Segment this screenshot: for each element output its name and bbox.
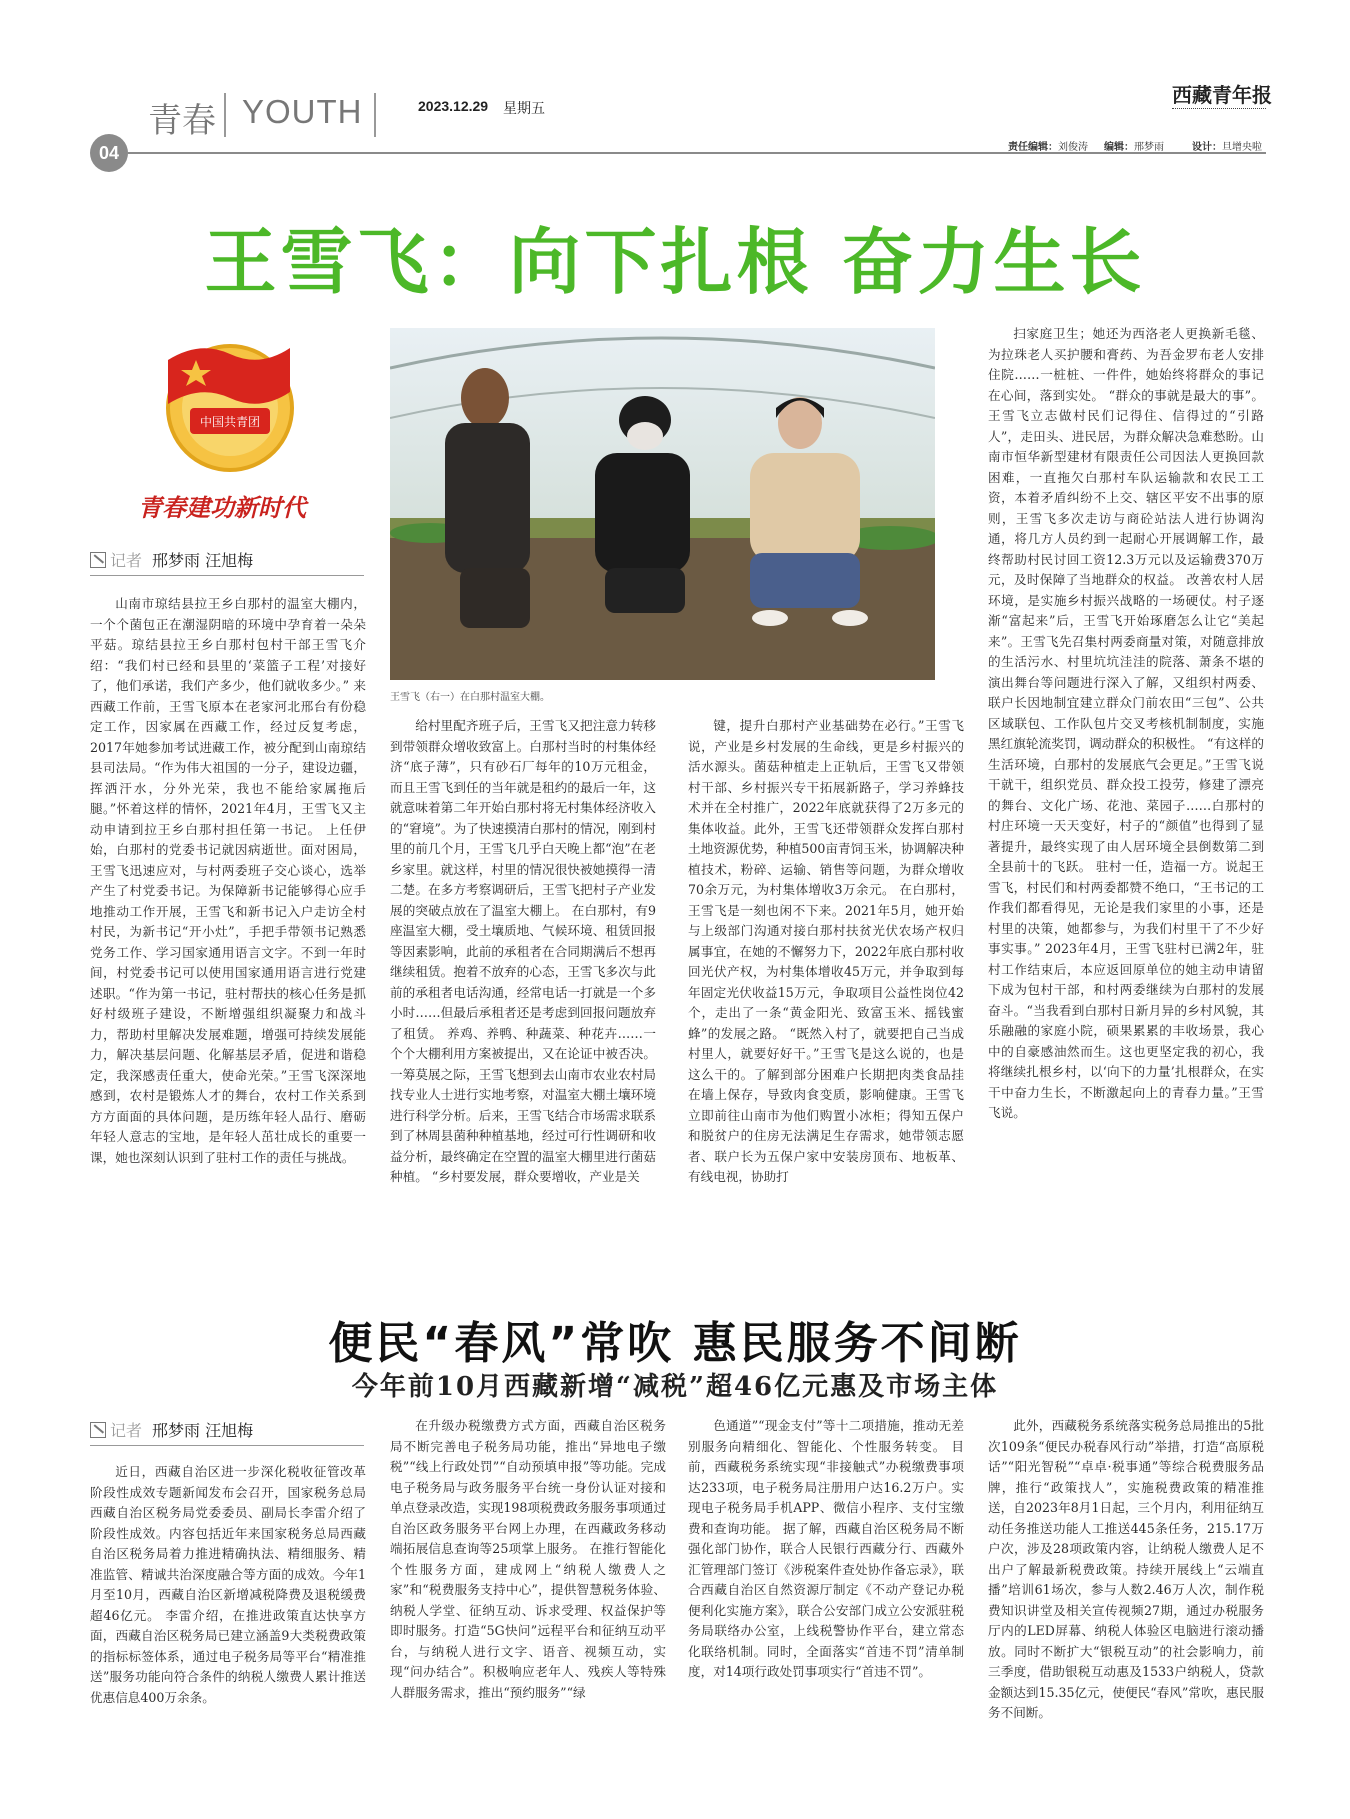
article2-subheadline: 今年前10月西藏新增“减税”超46亿元惠及市场主体 <box>351 1372 999 1402</box>
byline-rule <box>90 575 364 576</box>
article2-column-1: 近日，西藏自治区进一步深化税收征管改革阶段性成效专题新闻发布会召开，国家税务总局西藏自治区税务局党委委员、副局长李雷介绍了阶段性成效。内容包括近年来国家税务总局西藏自治区税务局着力推进精确执法、精细服务、精准监管、精诚共治深度融合等方面的成效。今年1月至10月，西藏自治区新增减税降费及退税缓费超46亿元。 李雷介绍，在推进政策直达快享方面，西藏自治区税务局已建立涵盖9大类税费政策的指标标签体系，通过电子税务局等平台“精准推送”服务功能向符合条件的纳税人缴费人累计推送优惠信息400万余条。 <box>90 1464 366 1705</box>
article1-headline: 王雪飞：向下扎根 奋力生长 <box>204 220 1146 304</box>
header-rule <box>128 152 1266 154</box>
masthead: 西藏青年报 <box>1172 83 1272 107</box>
section-divider <box>374 93 376 137</box>
section-title-en: YOUTH <box>242 93 363 130</box>
article1-column-2: 给村里配齐班子后，王雪飞又把注意力转移到带领群众增收致富上。白那村当时的村集体经济“底子薄”，只有砂石厂每年的10万元租金，而且王雪飞到任的当年就是租约的最后一年，这就意味着第二年开始白那村将无村集体经济收入的“窘境”。为了快速摸清白那村的情况，刚到村里的前几个月，王雪飞几乎白天晚上都“泡”在老乡家里。就这样，村里的情况很快被她摸得一清二楚。在多方考察调研后，王雪飞把村子产业发展的突破点放在了温室大棚上。 在白那村，有9座温室大棚，受土壤质地、气候环境、租赁回报等因素影响，此前的承租者在合同期满后不想再继续租赁。抱着不放弃的心态，王雪飞多次与此前的承租者电话沟通，经常电话一打就是一个多小时……但最后承租者还是考虑到回报问题放弃了租赁。 养鸡、养鸭、种蔬菜、种花卉……一个个大棚利用方案被提出，又在论证中被否决。一筹莫展之际，王雪飞想到去山南市农业农村局找专业人士进行实地考察，对温室大棚土壤环境进行科学分析。后来，王雪飞结合市场需求联系到了林周县菌种种植基地，经过可行性调研和收益分析，最终确定在空置的温室大棚里进行菌菇种植。 “乡村要发展，群众要增收，产业是关 <box>390 718 656 1184</box>
masthead-tibetan-script <box>1172 102 1266 109</box>
editor2-credit: 编辑：邢梦雨 <box>1104 142 1164 153</box>
pencil-icon <box>90 1422 106 1438</box>
article2-column-4: 此外，西藏税务系统落实税务总局推出的5批次109条“便民办税春风行动”举措，打造“高原税话”“阳光智税”“卓卓·税事通”等综合税费服务品牌，推行“政策找人”，实施税费政策的精准推送，自2023年8月1日起，三个月内，利用征纳互动任务推送功能人工推送445条任务，215.17万户次，涉及28项政策内容，让纳税人缴费人足不出户了解最新税费政策。持续开展线上“云端直播”培训61场次，参与人数2.46万人次，制作税费知识讲堂及相关宣传视频27期，通过办税服务厅内的LED屏幕、纳税人体验区电脑进行滚动播放。同时不断扩大“银税互动”的社会影响力，前三季度，借助银税互动惠及1533户纳税人，贷款金额达到15.35亿元，使便民“春风”常吹，惠民服务不间断。 <box>988 1418 1264 1720</box>
article2-column-2: 在升级办税缴费方式方面，西藏自治区税务局不断完善电子税务局功能，推出“异地电子缴税”“线上行政处罚”“自动预填申报”等功能。完成电子税务局与政务服务平台统一身份认证对接和单点登录改造，实现198项税费政务服务事项通过自治区政务服务平台网上办理，在西藏政务移动端拓展信息查询等25项掌上服务。 在推行智能化个性服务方面，建成网上“纳税人缴费人之家”和“税费服务支持中心”，提供智慧税务体验、纳税人学堂、征纳互动、诉求受理、权益保护等即时服务。打造“5G快问”远程平台和征纳互动平台，与纳税人进行文字、语音、视频互动，实现“问办结合”。积极响应老年人、残疾人等特殊人群服务需求，推出“预约服务”“绿 <box>390 1418 666 1700</box>
editor-credit: 责任编辑：刘俊涛 <box>1008 142 1088 153</box>
pencil-icon <box>90 552 106 568</box>
article2-column-3: 色通道”“现金支付”等十二项措施，推动无差别服务向精细化、智能化、个性服务转变。 目前，西藏税务系统实现“非接触式”办税缴费事项达233项，电子税务局注册用户达16.2万户。实现电子税务局手机APP、微信小程序、支付宝缴费和查询功能。 据了解，西藏自治区税务局不断强化部门协作，联合人民银行西藏分行、西藏外汇管理部门签订《涉税案件查处协作备忘录》，联合西藏自治区自然资源厅制定《不动产登记办税便利化实施方案》，联合公安部门成立公安派驻税务局联络办公室，上线税警协作平台，建立常态化联络机制。同时，全面落实“首违不罚”清单制度，对14项行政处罚事项实行“首违不罚”。 <box>688 1418 964 1679</box>
article2-byline: 记者 邢梦雨 汪旭梅 <box>90 1418 253 1441</box>
svg-text:中国共青团: 中国共青团 <box>199 415 261 429</box>
article1-column-4: 扫家庭卫生；她还为西洛老人更换新毛毯、为拉珠老人买护腰和膏药、为吾金罗布老人安排住院……一桩桩、一件件，她始终将群众的事记在心间，落到实处。 “群众的事就是最大的事”。王雪飞立志做村民们记得住、信得过的“引路人”，走田头、进民居，为群众解决急难愁盼。山南市恒华新型建材有限责任公司因法人更换回款困难，一直拖欠白那村车队运输款和农民工工资，本着矛盾纠纷不上交、辖区平安不出事的原则，王雪飞多次走访与商砼站法人进行协调沟通，将几方人员约到一起耐心开展调解工作，最终帮助村民讨回工资12.3万元以及运输费370万元，及时保障了当地群众的权益。 改善农村人居环境，是实施乡村振兴战略的一场硬仗。村子逐渐“富起来”后，王雪飞开始琢磨怎么让它“美起来”。王雪飞先召集村两委商量对策，对随意排放的生活污水、村里坑坑洼洼的院落、萧条不堪的演出舞台等问题进行深入了解，又组织村两委、联户长因地制宜建立群众门前农田“三包”、公共区域联包、工作队包片交叉考核机制制度，实施黑红旗轮流奖罚，调动群众的积极性。 “有这样的生活环境，白那村的发展底气会更足。”王雪飞说干就干，组织党员、群众投工投劳，修建了漂亮的舞台、文化广场、花池、菜园子……白那村的村庄环境一天天变好，村子的“颜值”也得到了显著提升，最终实现了由人居环境全县倒数第二到全县前十的飞跃。 驻村一任，造福一方。说起王雪飞，村民们和村两委都赞不绝口，“王书记的工作我们都看得见，无论是我们家里的小事，还是村里的决策，她都参与，为我们村里干了不少好事实事。” 2023年4月，王雪飞驻村已满2年，驻村工作结束后，本应返回原单位的她主动申请留下成为包村干部，和村两委继续为白那村的发展奋斗。“当我看到白那村日新月异的乡村风貌，其乐融融的家庭小院，硕果累累的丰收场景，我心中的自豪感油然而生。这也更坚定我的初心，我将继续扎根乡村，以‘向下的力量’扎根群众，在实干中奋力生长，不断激起向上的青春力量。”王雪飞说。 <box>988 326 1264 1120</box>
design-credit: 设计：旦增央啦 <box>1192 142 1262 153</box>
byline-rule <box>90 1445 364 1446</box>
issue-weekday: 星期五 <box>503 101 545 117</box>
photo-caption: 王雪飞（右一）在白那村温室大棚。 <box>390 692 550 703</box>
issue-date: 2023.12.29 <box>418 98 489 114</box>
campaign-slogan: 青春建功新时代 <box>138 493 306 522</box>
article1-column-3: 键，提升白那村产业基础势在必行。”王雪飞说，产业是乡村发展的生命线，更是乡村振兴的活水源头。菌菇种植走上正轨后，王雪飞又带领村干部、乡村振兴专干拓展新路子，学习养蜂技术并在全村推广，2022年底就获得了2万多元的集体收益。此外，王雪飞还带领群众发挥白那村土地资源优势，种植500亩青饲玉米，协调解决种植技术，粉碎、运输、销售等问题，为群众增收70余万元，为村集体增收3万余元。 在白那村，王雪飞是一刻也闲不下来。2021年5月，她开始与上级部门沟通对接白那村扶贫光伏农场产权归属事宜，在她的不懈努力下，2022年底白那村收回光伏产权，为村集体增收45万元，并争取到每年固定光伏收益15万元，争取项目公益性岗位42个，走出了一条“黄金阳光、致富玉米、摇钱蜜蜂”的发展之路。 “既然入村了，就要把自己当成村里人，就要好好干。”王雪飞是这么说的，也是这么干的。了解到部分困难户长期把肉类食品挂在墙上保存，导致肉食变质，影响健康。王雪飞立即前往山南市为他们购置小冰柜；得知五保户和脱贫户的住房无法满足生存需求，她带领志愿者、联户长为五保户家中安装房顶布、地板革、有线电视，协助打 <box>688 718 964 1184</box>
article1-photo <box>390 328 935 680</box>
article2-headline: 便民“春风”常吹 惠民服务不间断 <box>328 1318 1022 1369</box>
section-title-zh: 青春 <box>148 101 216 141</box>
article1-byline: 记者 邢梦雨 汪旭梅 <box>90 548 253 571</box>
page-number: 04 <box>90 134 128 172</box>
youth-league-emblem <box>150 330 310 484</box>
section-divider <box>224 93 226 137</box>
article1-column-1: 山南市琼结县拉王乡白那村的温室大棚内，一个个菌包正在潮湿阴暗的环境中孕育着一朵朵平菇。琼结县拉王乡白那村包村干部王雪飞介绍：“我们村已经和县里的‘菜篮子工程’对接好了，他们承诺，我们产多少，他们就收多少。” 来西藏工作前，王雪飞原本在老家河北邢台有份稳定工作，因家属在西藏工作，经过反复考虑，2017年她参加考试进藏工作，被分配到山南琼结县司法局。“作为伟大祖国的一分子，建设边疆，挥洒汗水，分外光荣，我也不能给家属拖后腿。”怀着这样的情怀，2021年4月，王雪飞又主动申请到拉王乡白那村担任第一书记。 上任伊始，白那村的党委书记就因病逝世。面对困局，王雪飞迅速应对，与村两委班子交心谈心，选举产生了村党委书记。为保障新书记能够得心应手地推动工作开展，王雪飞和新书记入户走访全村村民，为新书记“开小灶”，手把手带领书记熟悉党务工作、学习国家通用语言文字。不到一年时间，村党委书记可以使用国家通用语言进行党建述职。“作为第一书记，驻村帮扶的核心任务是抓好村级班子建设，不断增强组织凝聚力和战斗力，帮助村里解决发展难题，增强可持续发展能力，解决基层问题、化解基层矛盾，促进和谐稳定，我深感责任重大，使命光荣。”王雪飞深深地感到，农村是锻炼人才的舞台，农村工作关系到方方面面的具体问题，是历练年轻人品行、磨砺年轻人意志的宝地，是年轻人茁壮成长的重要一课，她也深刻认识到了驻村工作的责任与挑战。 <box>90 596 366 1165</box>
